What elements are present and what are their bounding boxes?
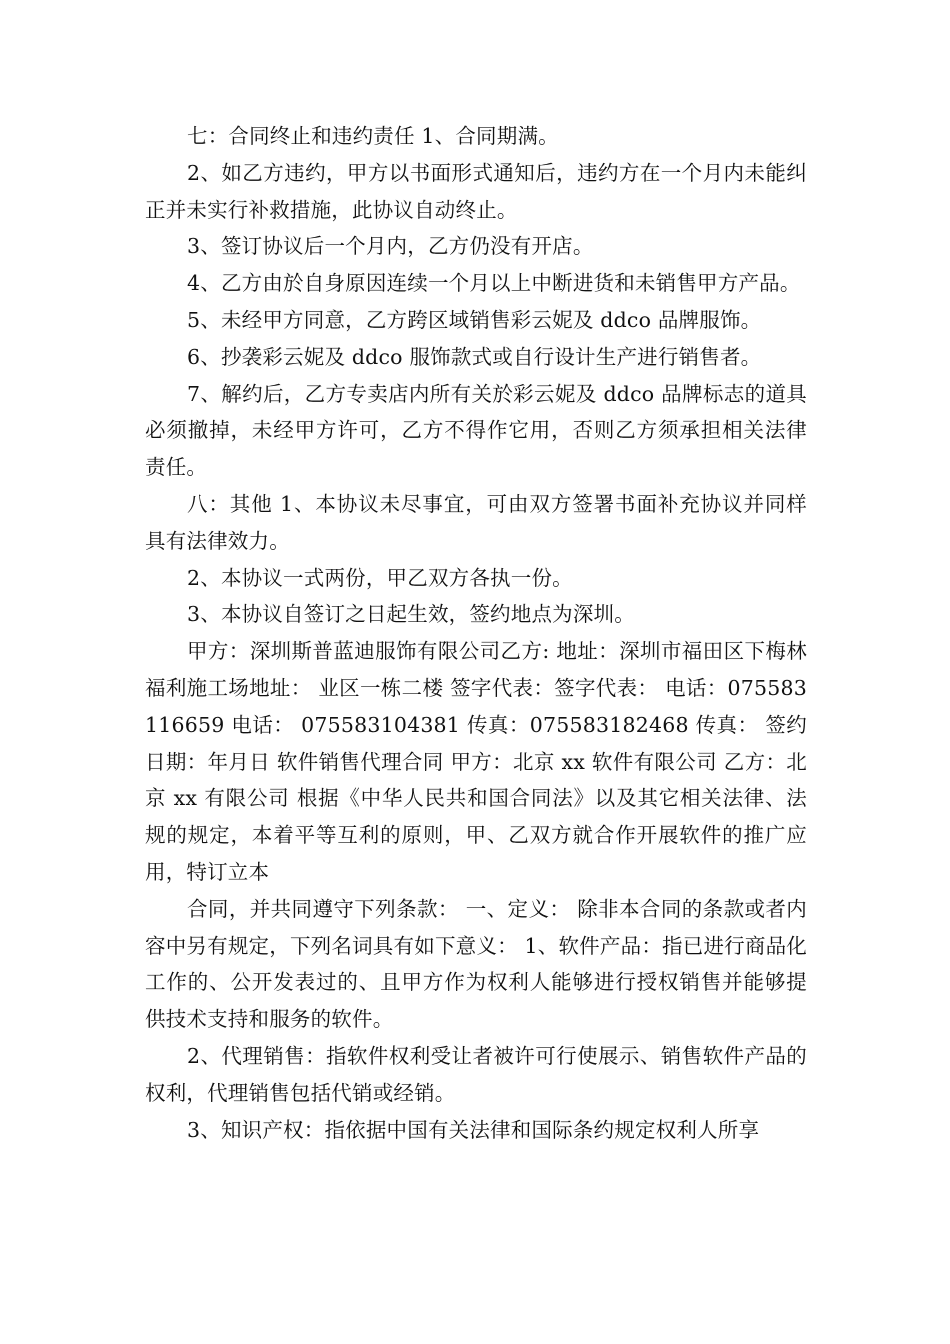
definition-agency-sales: 2、代理销售：指软件权利受让者被许可行使展示、销售软件产品的权利，代理销售包括代销或经销。 [145, 1043, 807, 1105]
clause-7-item-4: 4、乙方由於自身原因连续一个月以上中断进货和未销售甲方产品。 [187, 271, 801, 296]
clause-7-item-6: 6、抄袭彩云妮及 ddco 服饰款式或自行设计生产进行销售者。 [187, 344, 762, 369]
clause-7-item-7: 7、解约后，乙方专卖店内所有关於彩云妮及 ddco 品牌标志的道具必须撤掉，未经甲方许可，乙方不得作它用，否则乙方须承担相关法律责任。 [145, 381, 807, 480]
clause-8-item-2: 2、本协议一式两份，甲乙双方各执一份。 [187, 565, 573, 590]
clause-8-heading: 八：其他 1、本协议未尽事宜，可由双方签署书面补充协议并同样具有法律效力。 [145, 491, 807, 553]
clause-7-item-5: 5、未经甲方同意，乙方跨区域销售彩云妮及 ddco 品牌服饰。 [187, 307, 762, 332]
signature-and-software-contract-intro: 甲方：深圳斯普蓝迪服饰有限公司乙方: 地址：深圳市福田区下梅林福利施工场地址： 业区一栋二楼 签字代表：签字代表： 电话：075583116659 电话： 075583104381 传真：075583182468 传真： 签约日期：年月日 软件销售代理合同 甲方：北京 xx 软件有限公司 乙方：北京 xx 有限公司 根据《中华人民共和国合同法》以及其它相关法律、法规的规定，本着平等互利的原则，甲、乙双方就合作开展软件的推广应用，特订立本 [145, 639, 807, 884]
clause-8-item-3: 3、本协议自签订之日起生效，签约地点为深圳。 [187, 602, 635, 627]
clause-7-item-2: 2、如乙方违约，甲方以书面形式通知后，违约方在一个月内未能纠正并未实行补救措施，此协议自动终止。 [145, 160, 807, 222]
clause-7-heading: 七：合同终止和违约责任 1、合同期满。 [187, 124, 559, 148]
document-body [145, 118, 807, 1148]
definitions-paragraph: 合同，并共同遵守下列条款： 一、定义： 除非本合同的条款或者内容中另有规定，下列名词具有如下意义： 1、软件产品：指已进行商品化工作的、公开发表过的、且甲方作为权利人能够进行授权销售并能够提供技术支持和服务的软件。 [145, 896, 807, 1032]
clause-7-item-3: 3、签订协议后一个月内，乙方仍没有开店。 [187, 234, 594, 259]
definition-intellectual-property: 3、知识产权：指依据中国有关法律和国际条约规定权利人所享 [187, 1117, 760, 1142]
